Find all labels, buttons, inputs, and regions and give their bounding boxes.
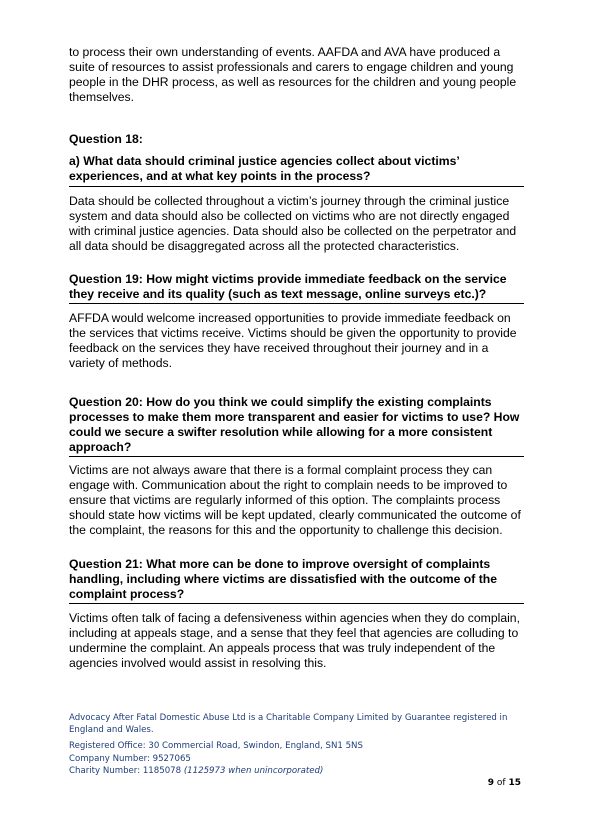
question-21 (69, 557, 523, 602)
footer-charity-statement: Advocacy After Fatal Domestic Abuse Ltd is a Charitable Company Limited by Guarantee registered in England and Wales. (69, 713, 508, 735)
page-current: 9 (487, 778, 495, 788)
footer-registered-office: Registered Office: 30 Commercial Road, Swindon, England, SN1 5NS (69, 741, 363, 751)
divider-rule (69, 456, 524, 457)
question-18-sub (69, 154, 523, 184)
divider-rule (69, 186, 524, 187)
charity-number-note: (1125973 when unincorporated) (183, 766, 324, 776)
question-20-heading: Question 20: How do you think we could simplify the existing complaints processes to make them more transparent and easier for victims to use? How could we secure a swifter resolution while allowing for a more consistent approach? (69, 395, 520, 454)
answer-21-text: Victims often talk of facing a defensiveness within agencies when they do complain, including at appeals stage, and a sense that they feel that agencies are colluding to undermine the complaint. An appeals process that was truly independent of the agencies involved would assist in resolving this. (69, 611, 520, 670)
divider-rule (69, 303, 524, 304)
page-total: 15 (508, 778, 521, 788)
footer-company-number: Company Number: 9527065 (69, 754, 191, 764)
answer-19-text: AFFDA would welcome increased opportunities to provide immediate feedback on the services that victims receive. Victims should be given the opportunity to provide feedback on the services they have received throughout their journey and in a variety of methods. (69, 311, 517, 370)
question-20 (69, 395, 523, 455)
question-18-heading: Question 18: (69, 132, 143, 146)
page-of: of (494, 778, 509, 788)
question-21-heading: Question 21: What more can be done to improve oversight of complaints handling, including where victims are dissatisfied with the outcome of the complaint process? (69, 557, 497, 601)
answer-19 (69, 311, 523, 371)
intro-paragraph (69, 45, 523, 105)
question-19 (69, 272, 523, 302)
answer-20 (69, 463, 523, 538)
answer-18-text: Data should be collected throughout a victim’s journey through the criminal justice system and data should also be collected on victims who are not directly engaged with criminal justice agencies. Data should also be collected on the perpetrator and all data should be disaggregated across all the protected characteristics. (69, 194, 517, 253)
answer-21 (69, 611, 523, 671)
question-19-heading: Question 19: How might victims provide immediate feedback on the service they receive and its quality (such as text message, online surveys etc.)? (69, 272, 507, 301)
answer-18 (69, 194, 523, 254)
question-18 (69, 132, 523, 147)
charity-number-text: Charity Number: 1185078 (69, 766, 184, 776)
question-18-subquestion: a) What data should criminal justice agencies collect about victims’ experiences, and at what key points in the process? (69, 154, 460, 183)
intro-text: to process their own understanding of events. AAFDA and AVA have produced a suite of resources to assist professionals and carers to engage children and young people in the DHR process, as well as resources for the children and young people themselves. (69, 45, 517, 104)
answer-20-text: Victims are not always aware that there is a formal complaint process they can engage with. Communication about the right to complain needs to be improved to ensure that victims are regularly informed of this option. The complaints process should state how victims will be kept updated, clearly communicated the outcome of the complaint, the reasons for this and the opportunity to challenge this decision. (69, 463, 521, 537)
footer-charity-number (69, 766, 529, 778)
divider-rule (69, 603, 524, 604)
page-number (488, 778, 521, 788)
